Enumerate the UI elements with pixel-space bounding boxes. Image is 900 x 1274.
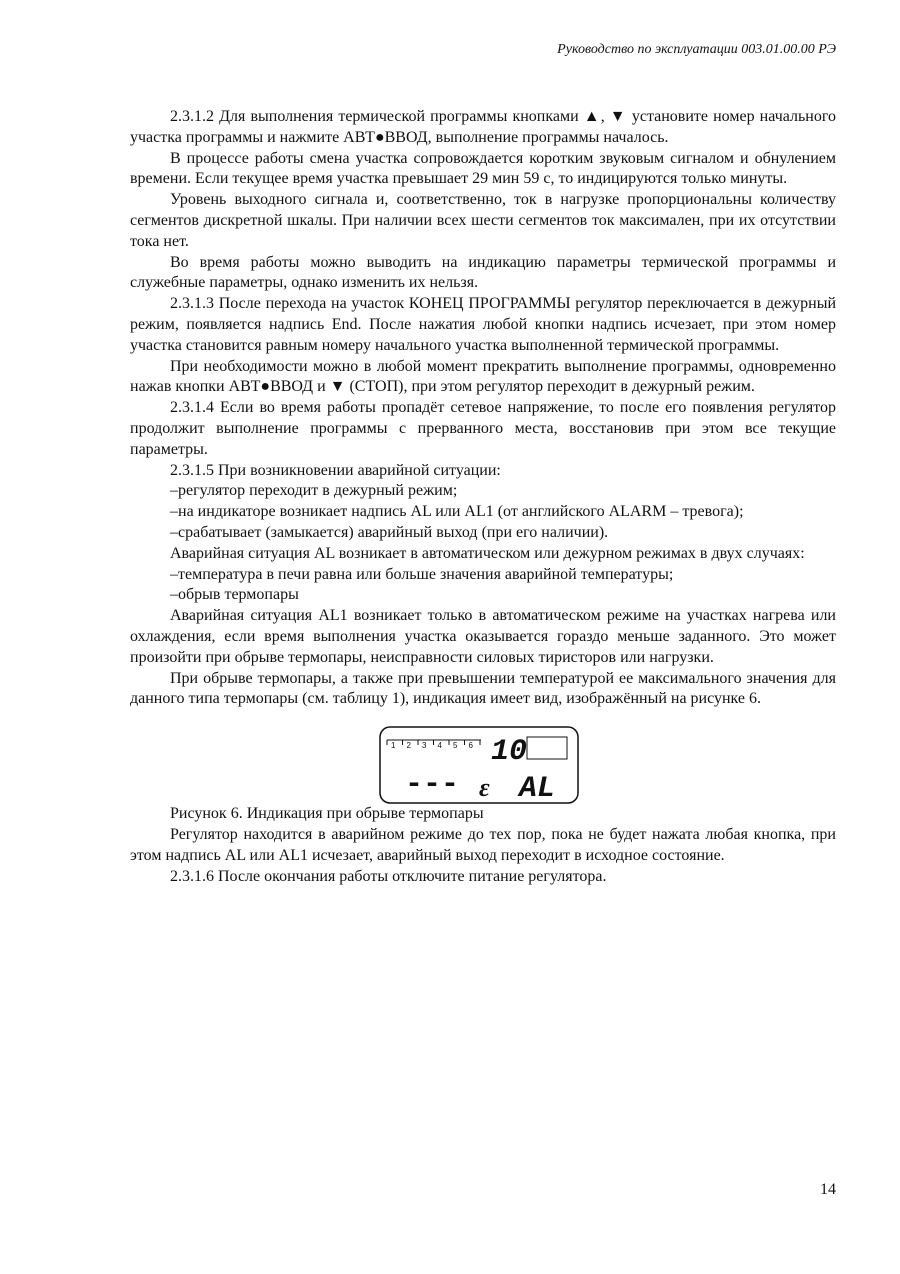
list-item: –на индикаторе возникает надпись AL или AL1 (от английского ALARM – тревога); [170, 503, 744, 521]
paragraph: 2.3.1.3 После перехода на участок КОНЕЦ ПРОГРАММЫ регулятор переключается в дежурный режим, появляется надпись End. После нажатия любой кнопки надпись исчезает, при этом номер участка становится равным номеру начального участка выполненной термической программы. [130, 295, 836, 354]
paragraph: 2.3.1.5 При возникновении аварийной ситуации: [170, 461, 501, 479]
list-item: –обрыв термопары [170, 586, 299, 604]
paragraph: Во время работы можно выводить на индикацию параметры термической программы и служебные параметры, однако изменить их нельзя. [130, 253, 836, 292]
indicator-drawing [379, 726, 579, 804]
scale-segment-label: 4 [437, 741, 442, 751]
indicator-sensor-symbol: ɛ [479, 773, 490, 803]
indicator-empty-box [527, 737, 567, 759]
figure-caption: Рисунок 6. Индикация при обрыве термопары [170, 805, 484, 823]
body-text [130, 107, 836, 887]
list-item: –срабатывает (замыкается) аварийный выход (при его наличии). [170, 523, 609, 541]
paragraph: В процессе работы смена участка сопровождается коротким звуковым сигналом и обнулением времени. Если текущее время участка превышает 29 мин 59 с, то индицируются только минуты. [130, 149, 836, 188]
paragraph: Уровень выходного сигнала и, соответственно, ток в нагрузке пропорциональны количеству сегментов дискретной шкалы. При наличии всех шести сегментов ток максимален, при их отсутствии тока нет. [130, 191, 836, 250]
paragraph: Регулятор находится в аварийном режиме до тех пор, пока не будет нажата любая кнопка, при этом надпись AL или AL1 исчезает, аварийный выход переходит в исходное состояние. [130, 825, 836, 864]
list-item: –температура в печи равна или больше значения аварийной температуры; [170, 565, 674, 583]
paragraph: При необходимости можно в любой момент прекратить выполнение программы, одновременно нажав кнопки АВТ●ВВОД и ▼ (СТОП), при этом регулятор переходит в дежурный режим. [130, 357, 836, 396]
paragraph: 2.3.1.4 Если во время работы пропадёт сетевое напряжение, то после его появления регулятор продолжит выполнение программы с прерванного места, восстановив при этом все текущие параметры. [130, 399, 836, 458]
scale-segment-label: 5 [453, 741, 458, 751]
indicator-top-digits: 10 [491, 735, 528, 770]
indicator-dashes: --- [405, 768, 460, 803]
paragraph: 2.3.1.6 После окончания работы отключите питание регулятора. [170, 867, 607, 885]
indicator-al-text: AL [519, 772, 556, 805]
list-item: –регулятор переходит в дежурный режим; [170, 482, 458, 500]
paragraphs-bottom [130, 825, 836, 887]
scale-segment-label: 6 [468, 741, 473, 751]
scale-segment-label: 3 [422, 741, 427, 751]
paragraph: Аварийная ситуация AL1 возникает только в автоматическом режиме на участках нагрева или охлаждения, если время выполнения участка оказывается гораздо меньше заданного. Это может произойти при обрыве термопары, неисправности силовых тиристоров или нагрузки. [130, 607, 836, 666]
paragraph: Аварийная ситуация AL возникает в автоматическом или дежурном режимах в двух случаях: [170, 544, 805, 562]
scale-segment-label: 1 [391, 741, 396, 751]
paragraph: 2.3.1.2 Для выполнения термической программы кнопками ▲, ▼ установите номер начального участка программы и нажмите АВТ●ВВОД, выполнение программы началось. [130, 108, 836, 146]
running-header: Руководство по эксплуатации 003.01.00.00 РЭ [557, 42, 836, 57]
paragraph: При обрыве термопары, а также при превышении температурой ее максимального значения для данного типа термопары (см. таблицу 1), индикация имеет вид, изображённый на рисунке 6. [130, 669, 836, 708]
paragraphs-top [130, 107, 836, 710]
page-number: 14 [820, 1181, 836, 1198]
figure-display-indicator [379, 726, 579, 804]
scale-segments [387, 740, 480, 750]
scale-segment-label: 2 [406, 741, 411, 751]
